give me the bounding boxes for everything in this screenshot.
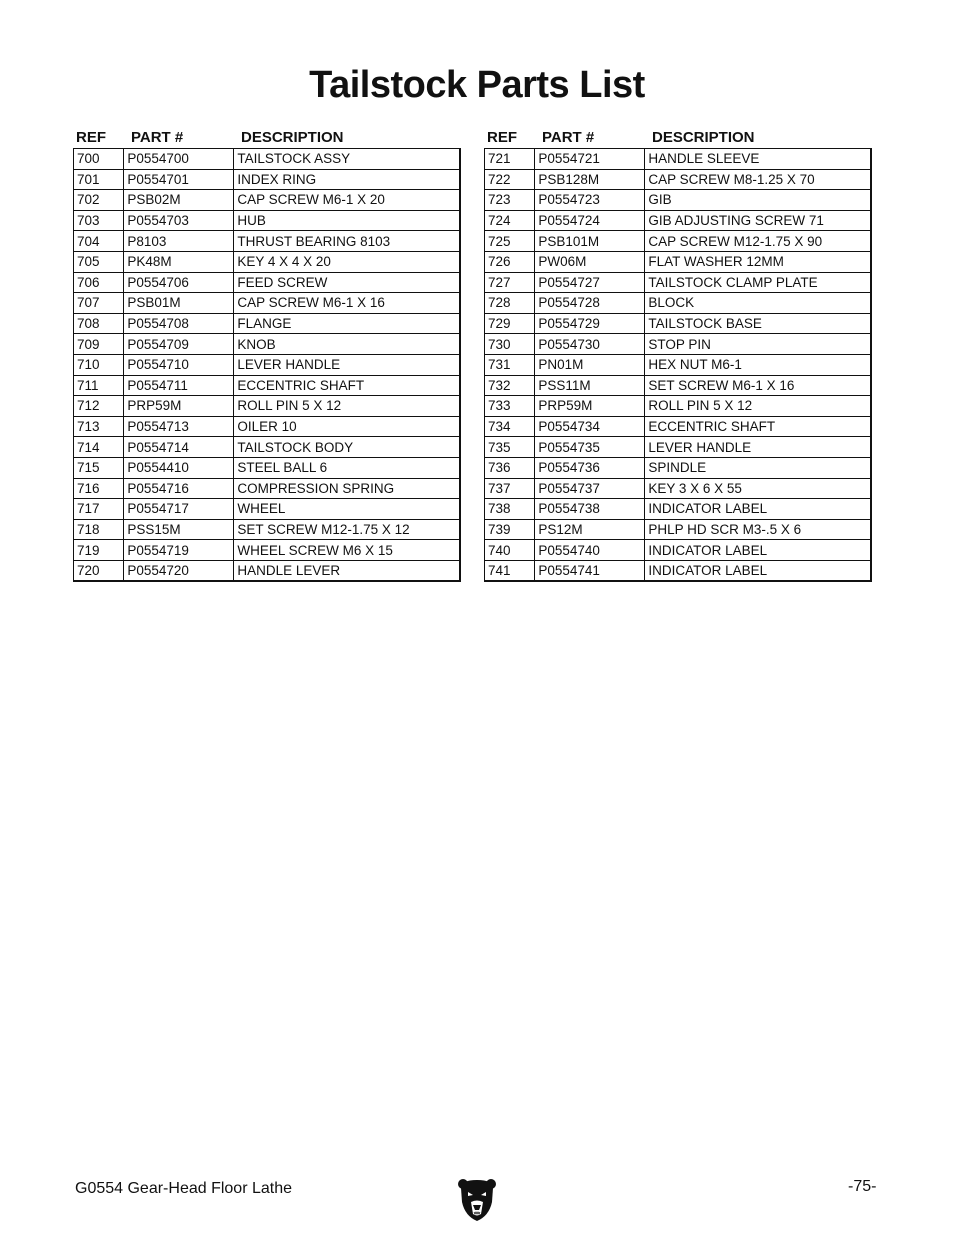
cell-part-number: P0554709 xyxy=(124,334,234,355)
cell-part-number: P0554740 xyxy=(535,540,645,561)
cell-part-number: P0554706 xyxy=(124,272,234,293)
footer-manual-title: G0554 Gear-Head Floor Lathe xyxy=(75,1180,293,1197)
cell-part-number: P0554717 xyxy=(124,499,234,520)
table-row xyxy=(74,354,461,375)
cell-description: INDICATOR LABEL xyxy=(645,499,871,520)
cell-part-number: P0554716 xyxy=(124,478,234,499)
table-row xyxy=(485,149,872,170)
cell-ref: 708 xyxy=(74,313,124,334)
cell-description: TAILSTOCK BASE xyxy=(645,313,871,334)
cell-part-number: P0554703 xyxy=(124,210,234,231)
cell-description: TAILSTOCK ASSY xyxy=(234,149,460,170)
cell-ref: 724 xyxy=(485,210,535,231)
cell-ref: 703 xyxy=(74,210,124,231)
table-row xyxy=(485,190,872,211)
cell-part-number: P0554713 xyxy=(124,416,234,437)
cell-part-number: PW06M xyxy=(535,251,645,272)
cell-ref: 728 xyxy=(485,293,535,314)
cell-ref: 704 xyxy=(74,231,124,252)
cell-ref: 734 xyxy=(485,416,535,437)
table-row xyxy=(74,293,461,314)
cell-part-number: PSB101M xyxy=(535,231,645,252)
cell-part-number: P0554719 xyxy=(124,540,234,561)
table-row xyxy=(485,293,872,314)
cell-part-number: PSB128M xyxy=(535,169,645,190)
header-part: PART # xyxy=(542,129,595,146)
cell-part-number: PSS11M xyxy=(535,375,645,396)
cell-description: STOP PIN xyxy=(645,334,871,355)
cell-ref: 701 xyxy=(74,169,124,190)
parts-table-left xyxy=(73,148,461,582)
cell-part-number: P0554741 xyxy=(535,560,645,581)
cell-description: FEED SCREW xyxy=(234,272,460,293)
table-row xyxy=(74,457,461,478)
table-row xyxy=(74,478,461,499)
cell-description: ECCENTRIC SHAFT xyxy=(234,375,460,396)
table-row xyxy=(74,437,461,458)
cell-ref: 726 xyxy=(485,251,535,272)
cell-ref: 717 xyxy=(74,499,124,520)
cell-description: SPINDLE xyxy=(645,457,871,478)
cell-part-number: P0554728 xyxy=(535,293,645,314)
cell-description: INDICATOR LABEL xyxy=(645,540,871,561)
table-row xyxy=(485,375,872,396)
table-row xyxy=(485,272,872,293)
table-row xyxy=(74,251,461,272)
cell-description: TAILSTOCK CLAMP PLATE xyxy=(645,272,871,293)
cell-ref: 705 xyxy=(74,251,124,272)
cell-description: KNOB xyxy=(234,334,460,355)
table-header-right xyxy=(484,124,872,146)
cell-part-number: P0554735 xyxy=(535,437,645,458)
table-row xyxy=(485,169,872,190)
table-row xyxy=(74,416,461,437)
cell-ref: 709 xyxy=(74,334,124,355)
cell-description: STEEL BALL 6 xyxy=(234,457,460,478)
table-row xyxy=(485,540,872,561)
cell-part-number: P0554727 xyxy=(535,272,645,293)
table-row xyxy=(485,478,872,499)
cell-ref: 715 xyxy=(74,457,124,478)
table-row xyxy=(485,416,872,437)
table-row xyxy=(74,169,461,190)
table-row xyxy=(74,190,461,211)
table-row xyxy=(74,560,461,581)
cell-part-number: P0554410 xyxy=(124,457,234,478)
cell-description: INDICATOR LABEL xyxy=(645,560,871,581)
cell-part-number: P0554700 xyxy=(124,149,234,170)
cell-description: CAP SCREW M12-1.75 X 90 xyxy=(645,231,871,252)
cell-part-number: P0554723 xyxy=(535,190,645,211)
page-title: Tailstock Parts List xyxy=(309,64,645,106)
table-row xyxy=(74,540,461,561)
cell-description: SET SCREW M6-1 X 16 xyxy=(645,375,871,396)
cell-ref: 702 xyxy=(74,190,124,211)
table-row xyxy=(485,437,872,458)
cell-description: KEY 3 X 6 X 55 xyxy=(645,478,871,499)
grizzly-bear-icon xyxy=(457,1176,497,1222)
cell-part-number: P0554729 xyxy=(535,313,645,334)
cell-description: LEVER HANDLE xyxy=(645,437,871,458)
table-row xyxy=(74,231,461,252)
cell-ref: 722 xyxy=(485,169,535,190)
cell-description: SET SCREW M12-1.75 X 12 xyxy=(234,519,460,540)
parts-table-left-block xyxy=(73,124,461,582)
cell-ref: 718 xyxy=(74,519,124,540)
cell-part-number: P0554710 xyxy=(124,354,234,375)
cell-description: PHLP HD SCR M3-.5 X 6 xyxy=(645,519,871,540)
cell-description: ROLL PIN 5 X 12 xyxy=(645,396,871,417)
table-row xyxy=(74,334,461,355)
cell-ref: 716 xyxy=(74,478,124,499)
cell-ref: 731 xyxy=(485,354,535,375)
cell-ref: 711 xyxy=(74,375,124,396)
cell-part-number: P0554711 xyxy=(124,375,234,396)
header-description: DESCRIPTION xyxy=(652,129,755,146)
header-description: DESCRIPTION xyxy=(241,129,344,146)
cell-description: HANDLE LEVER xyxy=(234,560,460,581)
table-header-left xyxy=(73,124,461,146)
cell-description: WHEEL SCREW M6 X 15 xyxy=(234,540,460,561)
cell-ref: 723 xyxy=(485,190,535,211)
cell-part-number: P0554738 xyxy=(535,499,645,520)
cell-ref: 707 xyxy=(74,293,124,314)
table-row xyxy=(74,396,461,417)
cell-description: KEY 4 X 4 X 20 xyxy=(234,251,460,272)
table-row xyxy=(74,499,461,520)
table-row xyxy=(74,375,461,396)
header-part: PART # xyxy=(131,129,184,146)
cell-ref: 719 xyxy=(74,540,124,561)
cell-part-number: P0554721 xyxy=(535,149,645,170)
header-ref: REF xyxy=(487,129,517,146)
cell-ref: 706 xyxy=(74,272,124,293)
table-row xyxy=(485,519,872,540)
cell-ref: 730 xyxy=(485,334,535,355)
footer-page-number: -75- xyxy=(848,1178,877,1195)
cell-part-number: P0554736 xyxy=(535,457,645,478)
cell-part-number: P0554730 xyxy=(535,334,645,355)
cell-description: OILER 10 xyxy=(234,416,460,437)
table-row xyxy=(485,457,872,478)
cell-part-number: P0554714 xyxy=(124,437,234,458)
cell-description: BLOCK xyxy=(645,293,871,314)
cell-part-number: PN01M xyxy=(535,354,645,375)
cell-ref: 714 xyxy=(74,437,124,458)
cell-ref: 733 xyxy=(485,396,535,417)
table-row xyxy=(74,519,461,540)
cell-description: GIB xyxy=(645,190,871,211)
cell-ref: 735 xyxy=(485,437,535,458)
table-row xyxy=(74,149,461,170)
cell-description: COMPRESSION SPRING xyxy=(234,478,460,499)
cell-ref: 727 xyxy=(485,272,535,293)
cell-ref: 721 xyxy=(485,149,535,170)
cell-part-number: PK48M xyxy=(124,251,234,272)
cell-part-number: P0554737 xyxy=(535,478,645,499)
cell-description: WHEEL xyxy=(234,499,460,520)
table-row xyxy=(74,313,461,334)
cell-description: ROLL PIN 5 X 12 xyxy=(234,396,460,417)
cell-ref: 732 xyxy=(485,375,535,396)
cell-ref: 736 xyxy=(485,457,535,478)
cell-ref: 737 xyxy=(485,478,535,499)
parts-table-right xyxy=(484,148,872,582)
cell-description: CAP SCREW M8-1.25 X 70 xyxy=(645,169,871,190)
cell-description: ECCENTRIC SHAFT xyxy=(645,416,871,437)
cell-description: FLAT WASHER 12MM xyxy=(645,251,871,272)
cell-ref: 713 xyxy=(74,416,124,437)
cell-part-number: PRP59M xyxy=(124,396,234,417)
cell-description: HUB xyxy=(234,210,460,231)
cell-description: INDEX RING xyxy=(234,169,460,190)
table-row xyxy=(485,313,872,334)
parts-table-right-block xyxy=(484,124,872,582)
cell-ref: 710 xyxy=(74,354,124,375)
cell-description: CAP SCREW M6-1 X 20 xyxy=(234,190,460,211)
cell-description: GIB ADJUSTING SCREW 71 xyxy=(645,210,871,231)
table-row xyxy=(485,396,872,417)
cell-description: FLANGE xyxy=(234,313,460,334)
cell-part-number: PRP59M xyxy=(535,396,645,417)
cell-part-number: P0554734 xyxy=(535,416,645,437)
cell-description: CAP SCREW M6-1 X 16 xyxy=(234,293,460,314)
cell-ref: 741 xyxy=(485,560,535,581)
table-row xyxy=(485,354,872,375)
cell-ref: 725 xyxy=(485,231,535,252)
cell-ref: 738 xyxy=(485,499,535,520)
cell-description: HANDLE SLEEVE xyxy=(645,149,871,170)
table-row xyxy=(485,334,872,355)
table-row xyxy=(485,499,872,520)
cell-part-number: PS12M xyxy=(535,519,645,540)
cell-part-number: P8103 xyxy=(124,231,234,252)
cell-part-number: P0554708 xyxy=(124,313,234,334)
header-ref: REF xyxy=(76,129,106,146)
cell-description: HEX NUT M6-1 xyxy=(645,354,871,375)
cell-part-number: PSS15M xyxy=(124,519,234,540)
cell-ref: 739 xyxy=(485,519,535,540)
cell-description: THRUST BEARING 8103 xyxy=(234,231,460,252)
cell-ref: 712 xyxy=(74,396,124,417)
cell-description: TAILSTOCK BODY xyxy=(234,437,460,458)
cell-part-number: PSB02M xyxy=(124,190,234,211)
table-row xyxy=(485,210,872,231)
cell-part-number: P0554701 xyxy=(124,169,234,190)
table-row xyxy=(485,560,872,581)
table-row xyxy=(74,210,461,231)
table-row xyxy=(74,272,461,293)
table-row xyxy=(485,251,872,272)
cell-part-number: P0554724 xyxy=(535,210,645,231)
cell-description: LEVER HANDLE xyxy=(234,354,460,375)
cell-ref: 700 xyxy=(74,149,124,170)
cell-ref: 729 xyxy=(485,313,535,334)
cell-ref: 720 xyxy=(74,560,124,581)
table-row xyxy=(485,231,872,252)
cell-part-number: P0554720 xyxy=(124,560,234,581)
cell-part-number: PSB01M xyxy=(124,293,234,314)
cell-ref: 740 xyxy=(485,540,535,561)
